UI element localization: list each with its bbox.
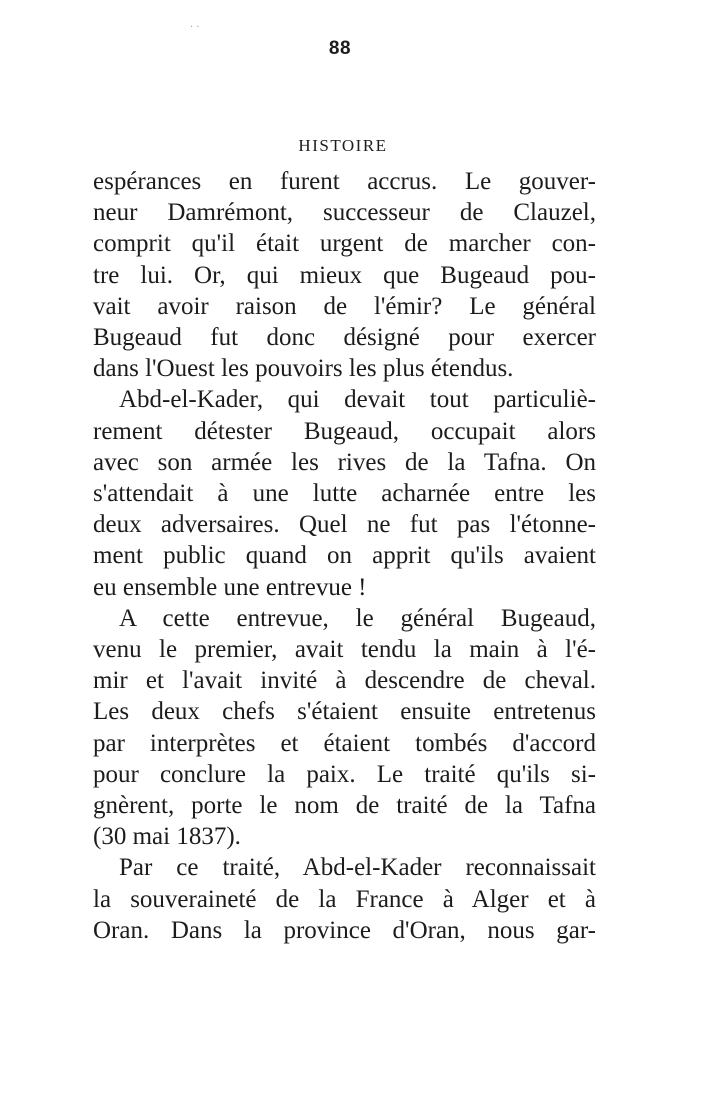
paragraph [93,852,596,946]
text-line: A cette entrevue, le général Bugeaud, [119,604,596,632]
text-line: s'attendait à une lutte acharnée entre les [93,480,596,508]
text-line: (30 mai 1837). [93,823,241,851]
text-line: Bugeaud fut donc désigné pour exercer [93,324,596,352]
text-line: Par ce traité, Abd-el-Kader reconnaissait [119,854,596,882]
text-line: rement détester Bugeaud, occupait alors [93,417,596,445]
text-line: vait avoir raison de l'émir? Le général [93,292,596,320]
paragraph [93,603,596,853]
page-number: 88 [328,38,352,59]
text-line: eu ensemble une entrevue ! [93,573,367,601]
print-specks: · · [190,22,200,33]
text-line: venu le premier, avait tendu la main à l'é- [93,636,596,664]
text-line: Abd-el-Kader, qui devait tout particuliè- [119,386,596,414]
text-line: pour conclure la paix. Le traité qu'ils si- [93,760,596,788]
text-line: gnèrent, porte le nom de traité de la Tafna [93,792,596,820]
running-head: HISTOIRE [298,136,388,155]
text-line: tre lui. Or, qui mieux que Bugeaud pou- [93,261,596,289]
body-text [93,166,596,946]
text-line: la souveraineté de la France à Alger et à [93,885,596,913]
text-line: avec son armée les rives de la Tafna. On [93,448,596,476]
text-line: Oran. Dans la province d'Oran, nous gar- [93,916,596,944]
text-line: par interprètes et étaient tombés d'accord [93,729,596,757]
text-line: dans l'Ouest les pouvoirs les plus étendus. [93,355,514,383]
text-line: comprit qu'il était urgent de marcher con- [93,230,596,258]
text-line: neur Damrémont, successeur de Clauzel, [93,199,596,227]
paragraph [93,166,596,384]
text-line: mir et l'avait invité à descendre de cheval. [93,667,596,695]
text-line: espérances en furent accrus. Le gouver- [93,168,596,195]
text-line: ment public quand on apprit qu'ils avaient [93,542,596,570]
text-line: Les deux chefs s'étaient ensuite entretenus [93,698,596,726]
text-line: deux adversaires. Quel ne fut pas l'étonne- [93,511,596,539]
paragraph [93,384,596,602]
